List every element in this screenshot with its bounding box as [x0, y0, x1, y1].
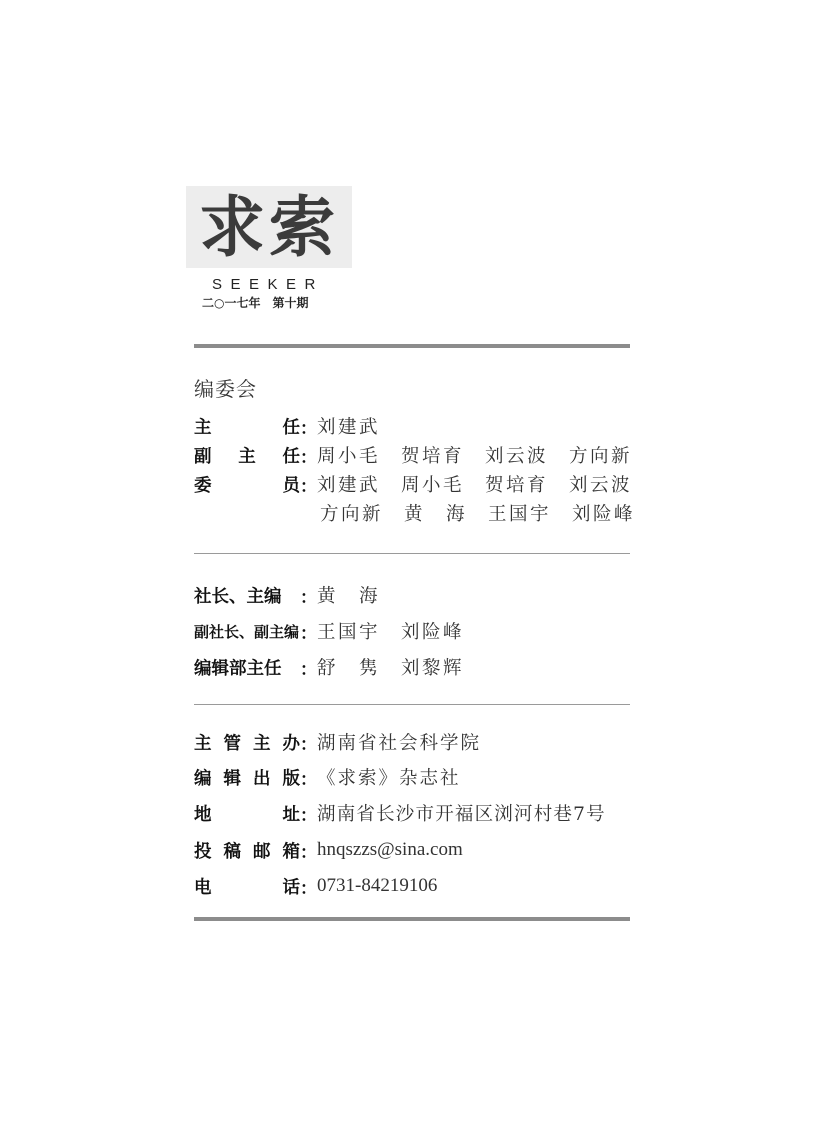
committee-members-row-2	[320, 499, 635, 527]
address-row: 地 址 ： 湖南省长沙市开福区浏河村巷7号	[194, 799, 606, 827]
address-value: 湖南省长沙市开福区浏河村巷7号	[317, 804, 606, 825]
committee-members-row: 委 员 ： 刘建武 周小毛 贺培育 刘云波	[194, 470, 632, 498]
divider-1	[194, 553, 630, 554]
publisher-label: 编 辑 出 版	[194, 768, 300, 789]
email-row: 投 稿 邮 箱 ： hnqszzs@sina.com	[194, 839, 463, 863]
president-label: 社长、主编	[194, 586, 282, 607]
members-names-line1: 刘建武 周小毛 贺培育 刘云波	[317, 475, 633, 496]
members-label: 委 员	[194, 475, 300, 496]
bottom-divider	[194, 917, 630, 921]
english-title: SEEKER	[212, 276, 324, 293]
president-names: 黄 海	[317, 586, 381, 607]
journal-logo: 求索	[186, 186, 352, 268]
sponsor-value: 湖南省社会科学院	[317, 733, 482, 754]
president-row: 社长、主编 ： 黄 海	[194, 581, 380, 609]
editorial-director-names: 舒 隽 刘黎辉	[317, 658, 465, 679]
director-label: 主 任	[194, 417, 300, 438]
members-names-line2: 方向新 黄 海 王国宇 刘险峰	[320, 504, 636, 525]
editorial-director-row: 编辑部主任 ： 舒 隽 刘黎辉	[194, 653, 464, 681]
publisher-row: 编 辑 出 版 ： 《求索》杂志社	[194, 763, 461, 791]
email-value[interactable]: hnqszzs@sina.com	[317, 839, 463, 860]
divider-2	[194, 704, 630, 705]
sponsor-row: 主 管 主 办 ： 湖南省社会科学院	[194, 728, 481, 756]
committee-deputy-row: 副 主 任 ： 周小毛 贺培育 刘云波 方向新	[194, 441, 632, 469]
committee-title: 编委会	[194, 377, 257, 401]
masthead	[186, 186, 356, 311]
phone-value: 0731-84219106	[317, 875, 438, 896]
address-label: 地 址	[194, 804, 300, 825]
publisher-value: 《求索》杂志社	[317, 768, 461, 789]
sponsor-label: 主 管 主 办	[194, 733, 300, 754]
deputy-names: 周小毛 贺培育 刘云波 方向新	[317, 446, 633, 467]
top-divider	[194, 344, 630, 348]
committee-director-row: 主 任 ： 刘建武	[194, 412, 380, 440]
director-names: 刘建武	[317, 417, 381, 438]
phone-row: 电 话 ： 0731-84219106	[194, 875, 438, 899]
email-label: 投 稿 邮 箱	[194, 841, 300, 862]
deputy-label: 副 主 任	[194, 446, 300, 467]
phone-label: 电 话	[194, 877, 300, 898]
issue-number: 二○一七年 第十期	[202, 296, 309, 310]
vice-president-label: 副社长、副主编	[194, 622, 300, 641]
vice-president-names: 王国宇 刘险峰	[317, 622, 465, 643]
editorial-director-label: 编辑部主任	[194, 658, 282, 679]
vice-president-row: 副社长、副主编 ： 王国宇 刘险峰	[194, 617, 464, 645]
